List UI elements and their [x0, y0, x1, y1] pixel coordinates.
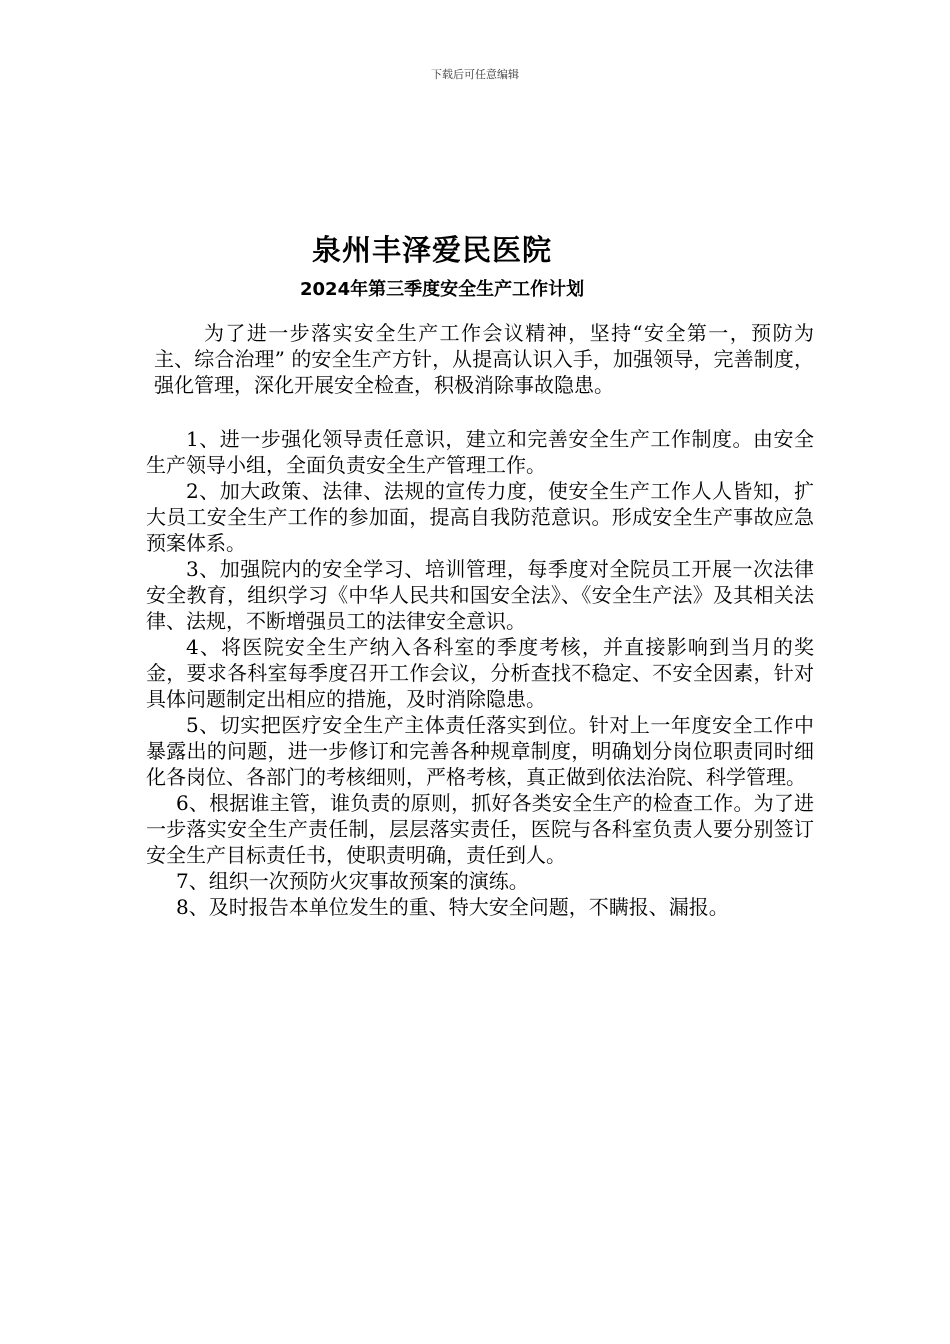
plan-items — [146, 426, 814, 920]
plan-item-1: 1、进一步强化领导责任意识，建立和完善安全生产工作制度。由安全生产领导小组，全面负责安全生产管理工作。 — [146, 427, 814, 477]
plan-item-2: 2、加大政策、法律、法规的宣传力度，使安全生产工作人人皆知，扩大员工安全生产工作的参加面，提高自我防范意识。形成安全生产事故应急预案体系。 — [146, 479, 814, 555]
document-subtitle: 2024年第三季度安全生产工作计划 — [300, 279, 585, 300]
plan-item-4: 4、将医院安全生产纳入各科室的季度考核，并直接影响到当月的奖金，要求各科室每季度召开工作会议，分析查找不稳定、不安全因素，针对具体问题制定出相应的措施，及时消除隐患。 — [146, 635, 814, 711]
plan-item-8: 8、及时报告本单位发生的重、特大安全问题，不瞒报、漏报。 — [176, 895, 729, 919]
page-header-note: 下载后可任意编辑 — [431, 68, 519, 81]
plan-item-3: 3、加强院内的安全学习、培训管理，每季度对全院员工开展一次法律安全教育，组织学习《中华人民共和国安全法》、《安全生产法》及其相关法律、法规，不断增强员工的法律安全意识。 — [146, 557, 814, 633]
intro-paragraph: 为了进一步落实安全生产工作会议精神，坚持“安全第一，预防为主、综合治理” 的安全生产方针，从提高认识入手，加强领导，完善制度，强化管理，深化开展安全检查，积极消除事故隐患。 — [154, 321, 814, 397]
document-title: 泉州丰泽爱民医院 — [312, 233, 553, 267]
plan-item-5: 5、切实把医疗安全生产主体责任落实到位。针对上一年度安全工作中暴露出的问题，进一步修订和完善各种规章制度，明确划分岗位职责同时细化各岗位、各部门的考核细则，严格考核，真正做到依法治院、科学管理。 — [146, 713, 814, 789]
plan-item-6: 6、根据谁主管，谁负责的原则，抓好各类安全生产的检查工作。为了进一步落实安全生产责任制，层层落实责任，医院与各科室负责人要分别签订安全生产目标责任书，使职责明确，责任到人。 — [146, 791, 814, 867]
intro-block — [154, 320, 814, 398]
plan-item-7: 7、组织一次预防火灾事故预案的演练。 — [176, 869, 529, 893]
